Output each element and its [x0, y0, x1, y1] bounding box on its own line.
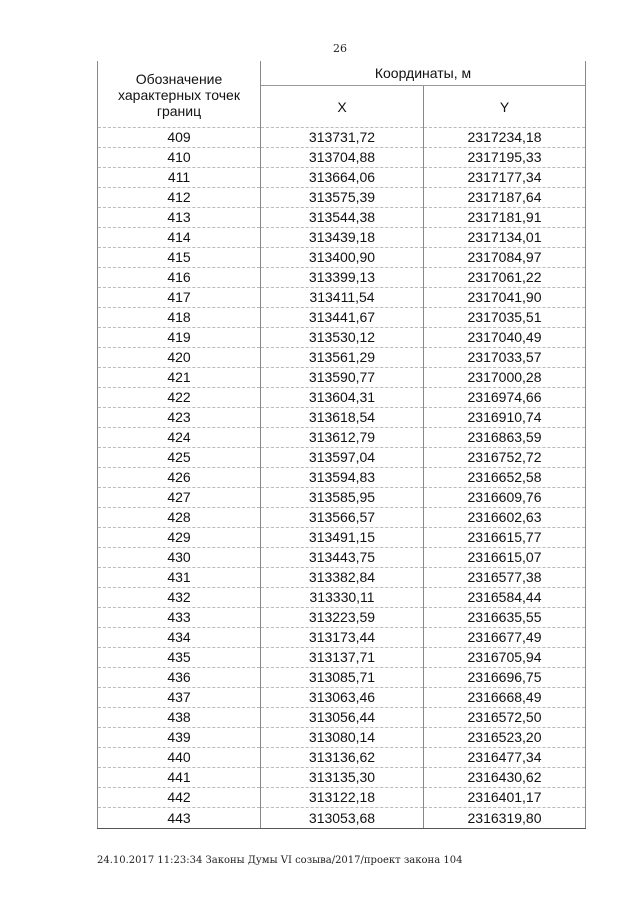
y-coordinate-cell: 2317061,22 [424, 268, 586, 288]
y-coordinate-cell: 2316635,55 [424, 608, 586, 628]
x-coordinate-cell: 313399,13 [261, 268, 424, 288]
table-row [98, 528, 586, 548]
y-coordinate-cell: 2316477,34 [424, 748, 586, 768]
table-row [98, 788, 586, 808]
y-coordinate-cell: 2317134,01 [424, 228, 586, 248]
y-coordinate-cell: 2317000,28 [424, 368, 586, 388]
y-coordinate-cell: 2316615,07 [424, 548, 586, 568]
x-coordinate-cell: 313056,44 [261, 708, 424, 728]
table-row [98, 728, 586, 748]
point-number-cell: 433 [98, 608, 261, 628]
y-coordinate-cell: 2316609,76 [424, 488, 586, 508]
x-coordinate-cell: 313594,83 [261, 468, 424, 488]
point-number-cell: 428 [98, 508, 261, 528]
table-row [98, 428, 586, 448]
x-coordinate-cell: 313136,62 [261, 748, 424, 768]
document-footer: 24.10.2017 11:23:34 Законы Думы VI созыва/2017/проект закона 104 [97, 855, 463, 866]
x-coordinate-cell: 313704,88 [261, 148, 424, 168]
table-row [98, 508, 586, 528]
point-number-cell: 409 [98, 128, 261, 148]
x-coordinate-cell: 313122,18 [261, 788, 424, 808]
table-header [98, 61, 586, 128]
point-number-cell: 432 [98, 588, 261, 608]
point-number-cell: 415 [98, 248, 261, 268]
table-row [98, 628, 586, 648]
y-coordinate-cell: 2316319,80 [424, 808, 586, 829]
y-coordinate-cell: 2317040,49 [424, 328, 586, 348]
table-row [98, 328, 586, 348]
table-row [98, 748, 586, 768]
y-coordinate-cell: 2316523,20 [424, 728, 586, 748]
y-coordinate-cell: 2316652,58 [424, 468, 586, 488]
table-row [98, 128, 586, 148]
point-number-cell: 424 [98, 428, 261, 448]
table-row [98, 588, 586, 608]
point-number-cell: 412 [98, 188, 261, 208]
x-coordinate-cell: 313173,44 [261, 628, 424, 648]
y-coordinate-cell: 2317177,34 [424, 168, 586, 188]
point-number-cell: 420 [98, 348, 261, 368]
table-row [98, 388, 586, 408]
y-coordinate-cell: 2316705,94 [424, 648, 586, 668]
point-number-cell: 422 [98, 388, 261, 408]
point-number-cell: 426 [98, 468, 261, 488]
x-coordinate-cell: 313330,11 [261, 588, 424, 608]
coordinates-table-container [97, 61, 585, 829]
x-coordinate-cell: 313085,71 [261, 668, 424, 688]
table-row [98, 568, 586, 588]
table-row [98, 208, 586, 228]
y-coordinate-cell: 2316572,50 [424, 708, 586, 728]
x-coordinate-cell: 313223,59 [261, 608, 424, 628]
point-number-cell: 429 [98, 528, 261, 548]
point-number-cell: 419 [98, 328, 261, 348]
y-coordinate-cell: 2316863,59 [424, 428, 586, 448]
x-coordinate-cell: 313439,18 [261, 228, 424, 248]
x-coordinate-cell: 313575,39 [261, 188, 424, 208]
y-coordinate-cell: 2317195,33 [424, 148, 586, 168]
x-coordinate-cell: 313597,04 [261, 448, 424, 468]
page-number: 26 [333, 42, 347, 55]
y-coordinate-cell: 2317033,57 [424, 348, 586, 368]
table-body [98, 128, 586, 829]
point-number-cell: 416 [98, 268, 261, 288]
x-coordinate-cell: 313443,75 [261, 548, 424, 568]
point-number-cell: 423 [98, 408, 261, 428]
x-coordinate-cell: 313585,95 [261, 488, 424, 508]
table-row [98, 548, 586, 568]
point-number-cell: 439 [98, 728, 261, 748]
y-coordinate-cell: 2317234,18 [424, 128, 586, 148]
table-row [98, 488, 586, 508]
table-row [98, 608, 586, 628]
table-row [98, 808, 586, 829]
x-coordinate-cell: 313566,57 [261, 508, 424, 528]
x-coordinate-cell: 313731,72 [261, 128, 424, 148]
y-coordinate-cell: 2317041,90 [424, 288, 586, 308]
x-coordinate-cell: 313604,31 [261, 388, 424, 408]
x-coordinate-cell: 313080,14 [261, 728, 424, 748]
y-coordinate-cell: 2316910,74 [424, 408, 586, 428]
y-coordinate-cell: 2317084,97 [424, 248, 586, 268]
x-coordinate-cell: 313137,71 [261, 648, 424, 668]
y-coordinate-cell: 2316696,75 [424, 668, 586, 688]
y-coordinate-cell: 2316584,44 [424, 588, 586, 608]
point-number-cell: 410 [98, 148, 261, 168]
x-coordinate-cell: 313063,46 [261, 688, 424, 708]
point-number-cell: 442 [98, 788, 261, 808]
y-coordinate-cell: 2316401,17 [424, 788, 586, 808]
point-label-header-line1: Обозначение [135, 71, 223, 87]
point-number-cell: 438 [98, 708, 261, 728]
y-coordinate-cell: 2317187,64 [424, 188, 586, 208]
y-coordinate-cell: 2316752,72 [424, 448, 586, 468]
y-coordinate-cell: 2316615,77 [424, 528, 586, 548]
y-coordinate-cell: 2317035,51 [424, 308, 586, 328]
x-coordinate-cell: 313561,29 [261, 348, 424, 368]
table-row [98, 468, 586, 488]
point-number-cell: 440 [98, 748, 261, 768]
point-number-cell: 436 [98, 668, 261, 688]
table-row [98, 688, 586, 708]
point-number-cell: 414 [98, 228, 261, 248]
table-row [98, 708, 586, 728]
point-label-header-line2: характерных точек [118, 87, 240, 103]
x-coordinate-cell: 313400,90 [261, 248, 424, 268]
table-row [98, 268, 586, 288]
table-row [98, 188, 586, 208]
table-row [98, 348, 586, 368]
x-coordinate-cell: 313135,30 [261, 768, 424, 788]
y-column-header: Y [424, 86, 586, 128]
y-coordinate-cell: 2317181,91 [424, 208, 586, 228]
point-number-cell: 411 [98, 168, 261, 188]
point-number-cell: 421 [98, 368, 261, 388]
table-row [98, 168, 586, 188]
y-coordinate-cell: 2316577,38 [424, 568, 586, 588]
point-number-cell: 443 [98, 808, 261, 829]
point-number-cell: 435 [98, 648, 261, 668]
x-coordinate-cell: 313382,84 [261, 568, 424, 588]
point-label-header [98, 61, 261, 128]
x-coordinate-cell: 313053,68 [261, 808, 424, 829]
y-coordinate-cell: 2316668,49 [424, 688, 586, 708]
point-number-cell: 418 [98, 308, 261, 328]
x-coordinate-cell: 313664,06 [261, 168, 424, 188]
table-row [98, 648, 586, 668]
x-coordinate-cell: 313441,67 [261, 308, 424, 328]
table-row [98, 448, 586, 468]
x-column-header: X [261, 86, 424, 128]
point-number-cell: 425 [98, 448, 261, 468]
y-coordinate-cell: 2316677,49 [424, 628, 586, 648]
point-number-cell: 413 [98, 208, 261, 228]
table-row [98, 368, 586, 388]
x-coordinate-cell: 313530,12 [261, 328, 424, 348]
y-coordinate-cell: 2316974,66 [424, 388, 586, 408]
point-number-cell: 437 [98, 688, 261, 708]
table-row [98, 768, 586, 788]
x-coordinate-cell: 313544,38 [261, 208, 424, 228]
table-row [98, 228, 586, 248]
point-number-cell: 431 [98, 568, 261, 588]
point-number-cell: 434 [98, 628, 261, 648]
table-row [98, 148, 586, 168]
point-number-cell: 417 [98, 288, 261, 308]
x-coordinate-cell: 313411,54 [261, 288, 424, 308]
y-coordinate-cell: 2316430,62 [424, 768, 586, 788]
point-number-cell: 430 [98, 548, 261, 568]
table-row [98, 668, 586, 688]
y-coordinate-cell: 2316602,63 [424, 508, 586, 528]
point-number-cell: 427 [98, 488, 261, 508]
table-row [98, 408, 586, 428]
table-row [98, 248, 586, 268]
coordinates-header: Координаты, м [261, 61, 586, 86]
x-coordinate-cell: 313491,15 [261, 528, 424, 548]
point-label-header-line3: границ [156, 103, 202, 119]
x-coordinate-cell: 313612,79 [261, 428, 424, 448]
point-number-cell: 441 [98, 768, 261, 788]
coordinates-table [97, 61, 586, 829]
x-coordinate-cell: 313618,54 [261, 408, 424, 428]
table-row [98, 288, 586, 308]
table-row [98, 308, 586, 328]
x-coordinate-cell: 313590,77 [261, 368, 424, 388]
